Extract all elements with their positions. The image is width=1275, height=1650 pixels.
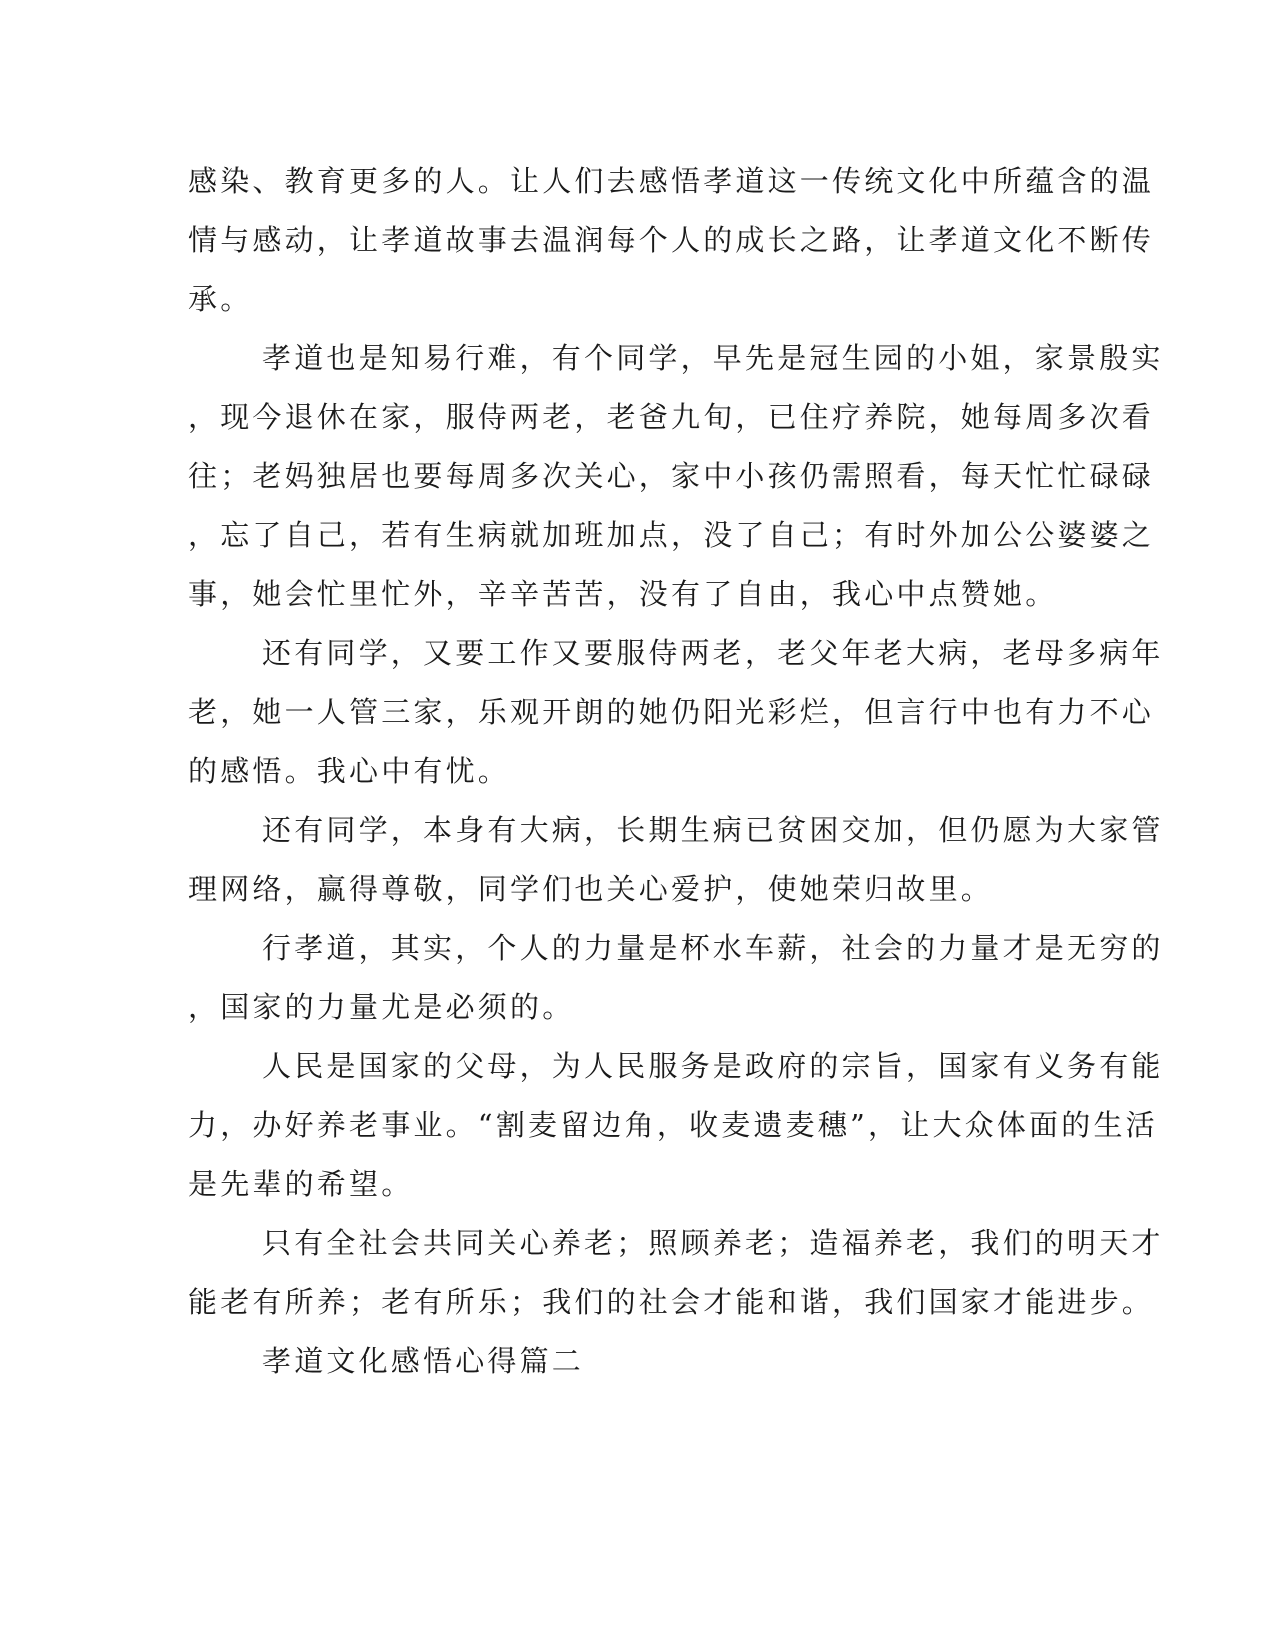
text-line: ，现今退休在家，服侍两老，老爸九旬，已住疗养院，她每周多次看 bbox=[188, 400, 1155, 434]
text-line: 行孝道，其实，个人的力量是杯水车薪，社会的力量才是无穷的 bbox=[262, 931, 1164, 965]
text-line: 的感悟。我心中有忧。 bbox=[188, 754, 511, 788]
text-line: 是先辈的希望。 bbox=[188, 1167, 414, 1201]
text-line: 事，她会忙里忙外，辛辛苦苦，没有了自由，我心中点赞她。 bbox=[188, 577, 1058, 611]
text-line: 感染、教育更多的人。让人们去感悟孝道这一传统文化中所蕴含的温 bbox=[188, 164, 1155, 198]
text-line: 人民是国家的父母，为人民服务是政府的宗旨，国家有义务有能 bbox=[262, 1049, 1164, 1083]
text-line: 情与感动，让孝道故事去温润每个人的成长之路，让孝道文化不断传 bbox=[188, 223, 1155, 257]
text-line: 还有同学，又要工作又要服侍两老，老父年老大病，老母多病年 bbox=[262, 636, 1164, 670]
text-line: 承。 bbox=[188, 282, 253, 316]
text-line: 能老有所养；老有所乐；我们的社会才能和谐，我们国家才能进步。 bbox=[188, 1285, 1155, 1319]
text-line: 还有同学，本身有大病，长期生病已贫困交加，但仍愿为大家管 bbox=[262, 813, 1164, 847]
text-line: 力，办好养老事业。“割麦留边角，收麦遗麦穗”，让大众体面的生活 bbox=[188, 1108, 1158, 1142]
text-line: 孝道也是知易行难，有个同学，早先是冠生园的小姐，家景殷实 bbox=[262, 341, 1164, 375]
text-line: 往；老妈独居也要每周多次关心，家中小孩仍需照看，每天忙忙碌碌 bbox=[188, 459, 1155, 493]
text-line: ，国家的力量尤是必须的。 bbox=[188, 990, 575, 1024]
text-line: 老，她一人管三家，乐观开朗的她仍阳光彩烂，但言行中也有力不心 bbox=[188, 695, 1155, 729]
text-line: ，忘了自己，若有生病就加班加点，没了自己；有时外加公公婆婆之 bbox=[188, 518, 1155, 552]
section-heading: 孝道文化感悟心得篇二 bbox=[262, 1344, 585, 1378]
text-line: 理网络，赢得尊敬，同学们也关心爱护，使她荣归故里。 bbox=[188, 872, 994, 906]
text-line: 只有全社会共同关心养老；照顾养老；造福养老，我们的明天才 bbox=[262, 1226, 1164, 1260]
